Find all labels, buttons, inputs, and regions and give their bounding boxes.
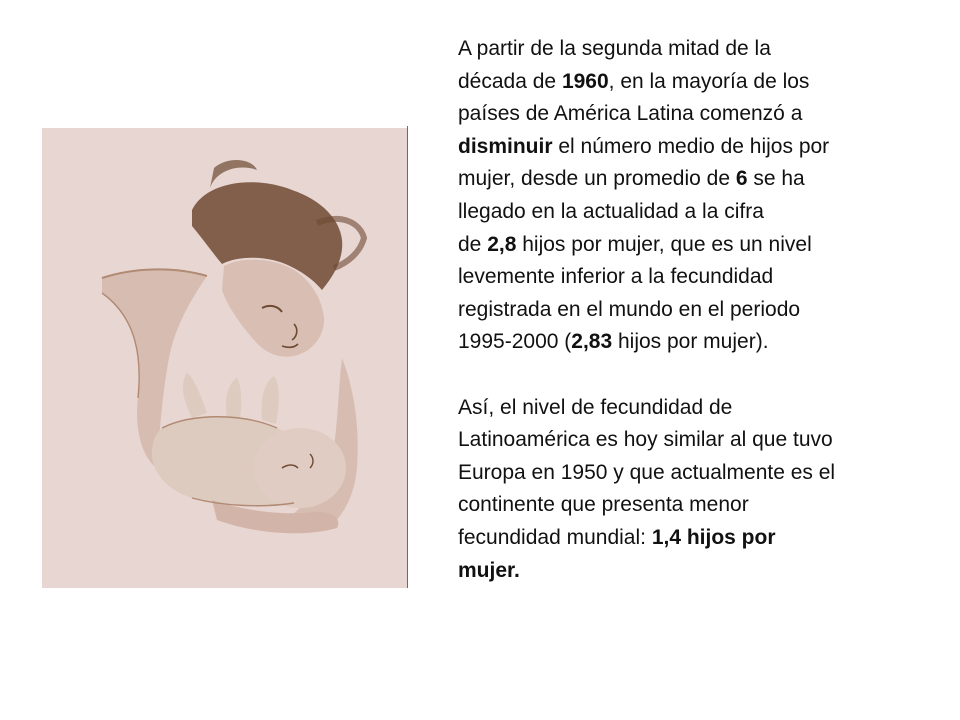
body-text (458, 33, 898, 587)
text-run: llegado en la actualidad a la cifra (458, 199, 764, 223)
text-line (458, 424, 898, 457)
text-run: se ha (747, 167, 805, 191)
text-line (458, 522, 898, 555)
text-run: Así, el nivel de fecundidad de (458, 395, 733, 419)
text-run: hijos por mujer). (612, 330, 769, 354)
text-run: A partir de la segunda mitad de la (458, 37, 771, 60)
text-run: Latinoamérica es hoy similar al que tuvo (458, 428, 833, 452)
text-run: fecundidad mundial: (458, 525, 652, 549)
text-run: Europa en 1950 y que actualmente es el (458, 460, 836, 484)
text-line (458, 196, 898, 229)
text-run: de (458, 232, 488, 256)
bold-text-run: 1,4 hijos por (651, 525, 776, 549)
text-line (458, 261, 898, 294)
bold-text-run: 2,83 (571, 330, 613, 354)
paragraph-2 (458, 392, 898, 588)
mother-baby-sketch (42, 128, 409, 588)
paragraph-spacer (458, 359, 898, 392)
text-run: hijos por mujer, que es un nivel (516, 232, 812, 256)
text-line (458, 131, 898, 164)
bold-text-run: 6 (735, 167, 748, 191)
text-run: década de (458, 69, 562, 93)
text-run: levemente inferior a la fecundidad (458, 265, 774, 289)
bold-text-run: 2,8 (487, 232, 517, 256)
bold-text-run: 1960 (561, 69, 609, 93)
text-run: 1995-2000 ( (458, 330, 572, 354)
text-line (458, 98, 898, 131)
text-run: registrada en el mundo en el periodo (458, 297, 801, 321)
paragraph-1 (458, 33, 898, 359)
text-line (458, 326, 898, 359)
text-line (458, 489, 898, 522)
text-line (458, 392, 898, 425)
text-run: el número medio de hijos por (552, 134, 830, 158)
bold-text-run: mujer. (458, 558, 520, 582)
text-line (458, 33, 898, 66)
text-line (458, 229, 898, 262)
text-run: países de América Latina comenzó a (458, 102, 803, 126)
text-run: mujer, desde un promedio de (458, 167, 736, 191)
text-run: , en la mayoría de los (608, 69, 810, 93)
text-line (458, 163, 898, 196)
mother-and-baby-illustration (42, 128, 409, 588)
illustration-border (407, 126, 411, 588)
text-line (458, 294, 898, 327)
text-run: continente que presenta menor (458, 493, 749, 517)
text-line (458, 555, 898, 588)
text-line (458, 457, 898, 490)
bold-text-run: disminuir (458, 134, 553, 158)
text-line (458, 66, 898, 99)
